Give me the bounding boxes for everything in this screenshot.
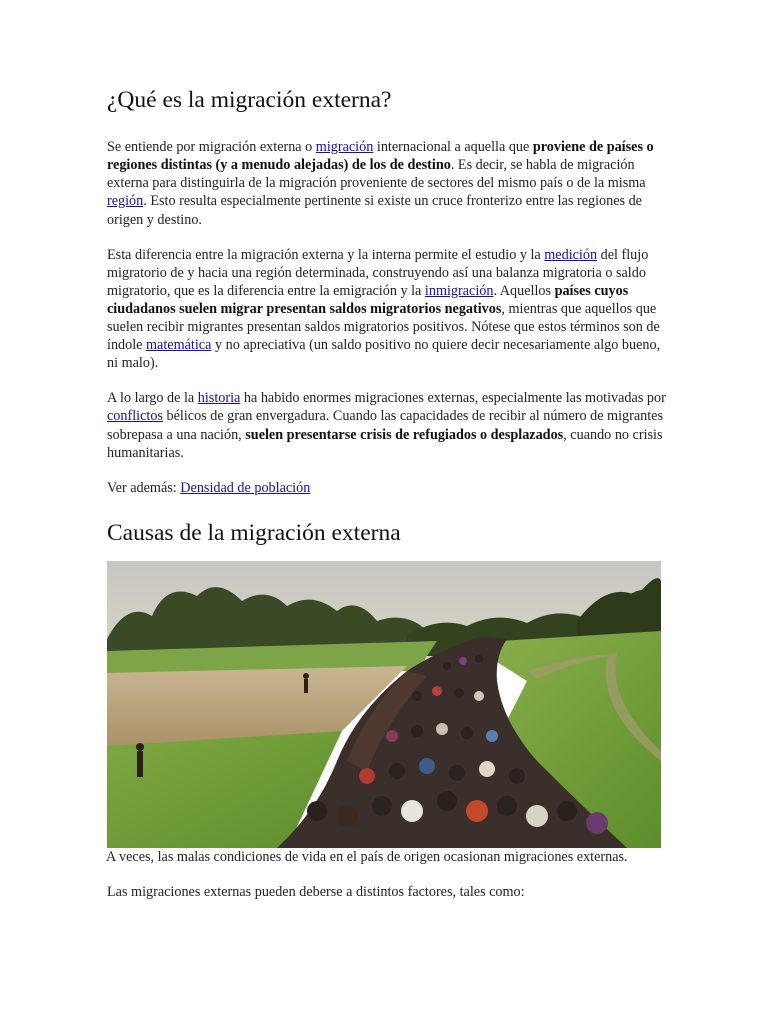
paragraph-causes-intro: Las migraciones externas pueden deberse a distintos factores, tales como:: [107, 883, 525, 900]
link-matematica[interactable]: matemática: [146, 337, 212, 354]
p1-bold-1: proviene de países o regiones distintas (y a menudo alejadas) de los de destino: [107, 139, 654, 174]
p1-text-4: . Esto resulta especialmente pertinente si existe un cruce fronterizo entre las regiones de origen y destino.: [107, 193, 642, 228]
p3-text-2: ha habido enormes migraciones externas, especialmente las motivadas por: [240, 390, 666, 407]
article: [107, 86, 667, 918]
link-historia[interactable]: historia: [197, 390, 241, 407]
see-also-label: Ver además:: [107, 479, 181, 496]
link-region[interactable]: región: [107, 193, 144, 210]
paragraph-see-also: [107, 479, 667, 497]
p3-text-3: bélicos de gran envergadura. Cuando las capacidades de recibir al número de migrantes sobrepasa a una nación,: [107, 408, 663, 443]
link-inmigracion[interactable]: inmigración: [424, 282, 494, 299]
image-caption: A veces, las malas condiciones de vida en el país de origen ocasionan migraciones externas.: [106, 848, 628, 865]
link-conflictos[interactable]: conflictos: [107, 408, 163, 425]
paragraph-1: [107, 138, 667, 228]
p1-text-2: internacional a aquella que: [373, 139, 533, 156]
paragraph-3: [107, 389, 667, 461]
p1-text-3: . Es decir, se habla de migración externa para distinguirla de la migración proveniente de sectores del mismo país o de la misma: [107, 157, 646, 192]
p2-text-1: Esta diferencia entre la migración externa y la interna permite el estudio y la: [107, 246, 545, 263]
migrants-photo: [107, 561, 661, 848]
link-migracion[interactable]: migración: [315, 139, 374, 156]
p2-text-4: , mientras que aquellos que suelen recibir migrantes presentan saldos migratorios positivos. Nótese que estos términos son de índole: [107, 300, 660, 354]
paragraph-2: [107, 246, 667, 373]
section-heading: Causas de la migración externa: [107, 519, 401, 546]
p2-text-3: . Aquellos: [493, 282, 555, 299]
p1-text-1: Se entiende por migración externa o: [107, 139, 316, 156]
link-medicion[interactable]: medición: [544, 246, 598, 263]
p2-text-5: y no apreciativa (un saldo positivo no quiere decir necesariamente algo bueno, ni malo).: [107, 337, 661, 372]
p3-bold-1: suelen presentarse crisis de refugiados o desplazados: [245, 426, 564, 443]
link-densidad-poblacion[interactable]: Densidad de población: [180, 479, 311, 496]
p2-text-2: del flujo migratorio de y hacia una región determinada, construyendo así una balanza migratoria o saldo migratorio, que es la diferencia entre la emigración y la: [107, 246, 649, 299]
photo-illustration: [107, 561, 661, 848]
p3-text-1: A lo largo de la: [107, 390, 198, 407]
p3-text-4: , cuando no crisis humanitarias.: [107, 426, 663, 461]
page-title: ¿Qué es la migración externa?: [107, 87, 392, 113]
p2-bold-1: países cuyos ciudadanos suelen migrar presentan saldos migratorios negativos: [107, 282, 629, 317]
